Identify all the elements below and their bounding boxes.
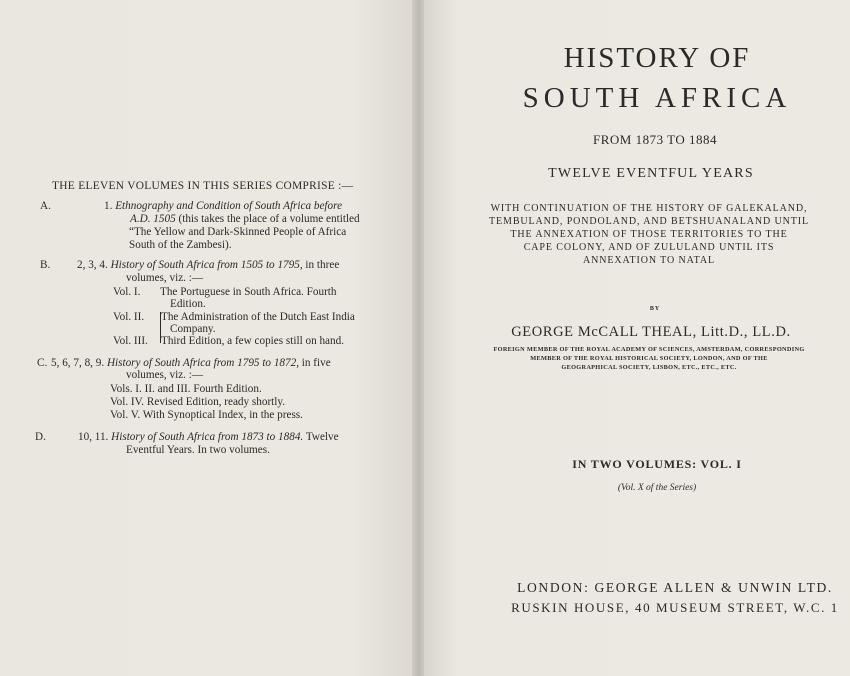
entry-c-number: 5, 6, 7, 8, 9.	[51, 357, 105, 369]
entry-c-rest: in five	[299, 357, 331, 369]
series-note-text: (Vol. X of the Series)	[617, 483, 697, 493]
entry-d-number: 10, 11.	[78, 431, 109, 443]
entry-b-vol1-label: Vol. I.	[113, 286, 141, 298]
subtitle: TWELVE EVENTFUL YEARS	[548, 166, 754, 181]
entry-d-line1	[78, 431, 339, 444]
entry-c-line4: Vol. IV. Revised Edition, ready shortly.	[110, 396, 286, 408]
entry-b-line2: volumes, viz. :—	[126, 272, 204, 284]
entry-b-line1	[77, 259, 339, 272]
by-label: BY	[649, 306, 661, 312]
affiliation-line-3: GEOGRAPHICAL SOCIETY, LISBON, ETC., ETC., ETC.	[561, 364, 737, 371]
entry-b-letter: B.	[40, 259, 51, 271]
entry-c-line2: volumes, viz. :—	[126, 369, 204, 381]
volume-info: IN TWO VOLUMES: VOL. I	[572, 457, 742, 471]
entry-b-vol2-text2: Company.	[170, 323, 216, 335]
entry-b-vol1-text2: Edition.	[170, 298, 206, 310]
entry-a-date: A.D. 1505	[130, 213, 176, 225]
right-page	[424, 0, 850, 676]
entry-a-line4: South of the Zambesi).	[129, 239, 232, 251]
continuation-line-5: ANNEXATION TO NATAL	[582, 255, 716, 266]
entry-b-title: History of South Africa from 1505 to 1795,	[110, 259, 303, 271]
entry-c-line5: Vol. V. With Synoptical Index, in the press.	[110, 409, 303, 421]
entry-c-letter: C.	[37, 357, 48, 369]
affiliation-line-1: FOREIGN MEMBER OF THE ROYAL ACADEMY OF SCIENCES, AMSTERDAM, CORRESPONDING	[493, 346, 805, 353]
entry-b-vol3-label: Vol. III.	[113, 335, 148, 347]
entry-c-title: History of South Africa from 1795 to 1872,	[106, 357, 299, 369]
continuation-line-2: TEMBULAND, PONDOLAND, AND BETSHUANALAND UNTIL	[489, 216, 809, 227]
continuation-line-4: CAPE COLONY, AND OF ZULULAND UNTIL ITS	[523, 242, 775, 253]
title-line-2: SOUTH AFRICA	[522, 82, 792, 114]
entry-c-line1	[51, 357, 331, 370]
entry-b-rest: in three	[302, 259, 340, 271]
entry-a-line2	[130, 213, 360, 226]
date-range: FROM 1873 TO 1884	[593, 132, 717, 147]
entry-a-line3: “The Yellow and Dark-Skinned People of Africa	[129, 226, 347, 238]
continuation-line-3: THE ANNEXATION OF THOSE TERRITORIES TO THE	[510, 229, 788, 240]
entry-a-number: 1.	[104, 200, 113, 212]
title-line-1: HISTORY OF	[563, 42, 751, 74]
entry-d-letter: D.	[35, 431, 46, 443]
entry-b-number: 2, 3, 4.	[77, 259, 108, 271]
entry-b-vol1-text: The Portuguese in South Africa. Fourth	[160, 286, 337, 298]
entry-a-note: (this takes the place of a volume entitled	[175, 213, 360, 225]
entry-a-title: Ethnography and Condition of South Africa before	[115, 200, 343, 212]
series-heading: THE ELEVEN VOLUMES IN THIS SERIES COMPRISE :—	[52, 180, 354, 192]
series-note	[444, 483, 850, 493]
publisher-line-1: LONDON: GEORGE ALLEN & UNWIN LTD.	[517, 580, 833, 595]
entry-a-letter: A.	[40, 200, 51, 212]
entry-d-title: History of South Africa from 1873 to 1884.	[111, 431, 304, 443]
entry-b-vol3-text: Third Edition, a few copies still on hand.	[161, 335, 345, 347]
entry-c-line3: Vols. I. II. and III. Fourth Edition.	[110, 383, 262, 395]
entry-d-rest: Twelve	[303, 431, 339, 443]
entry-a-line1	[104, 200, 342, 213]
left-page	[0, 0, 414, 676]
continuation-line-1: WITH CONTINUATION OF THE HISTORY OF GALEKALAND,	[490, 203, 808, 214]
entry-d-line2: Eventful Years. In two volumes.	[126, 444, 270, 456]
entry-b-vol2-label: Vol. II.	[113, 311, 145, 323]
affiliation-line-2: MEMBER OF THE ROYAL HISTORICAL SOCIETY, LONDON, AND OF THE	[530, 355, 768, 362]
author: GEORGE McCALL THEAL, Litt.D., LL.D.	[511, 324, 791, 340]
entry-b-vol2-text: The Administration of the Dutch East India	[161, 311, 355, 323]
publisher-line-2: RUSKIN HOUSE, 40 MUSEUM STREET, W.C. 1	[511, 600, 839, 615]
